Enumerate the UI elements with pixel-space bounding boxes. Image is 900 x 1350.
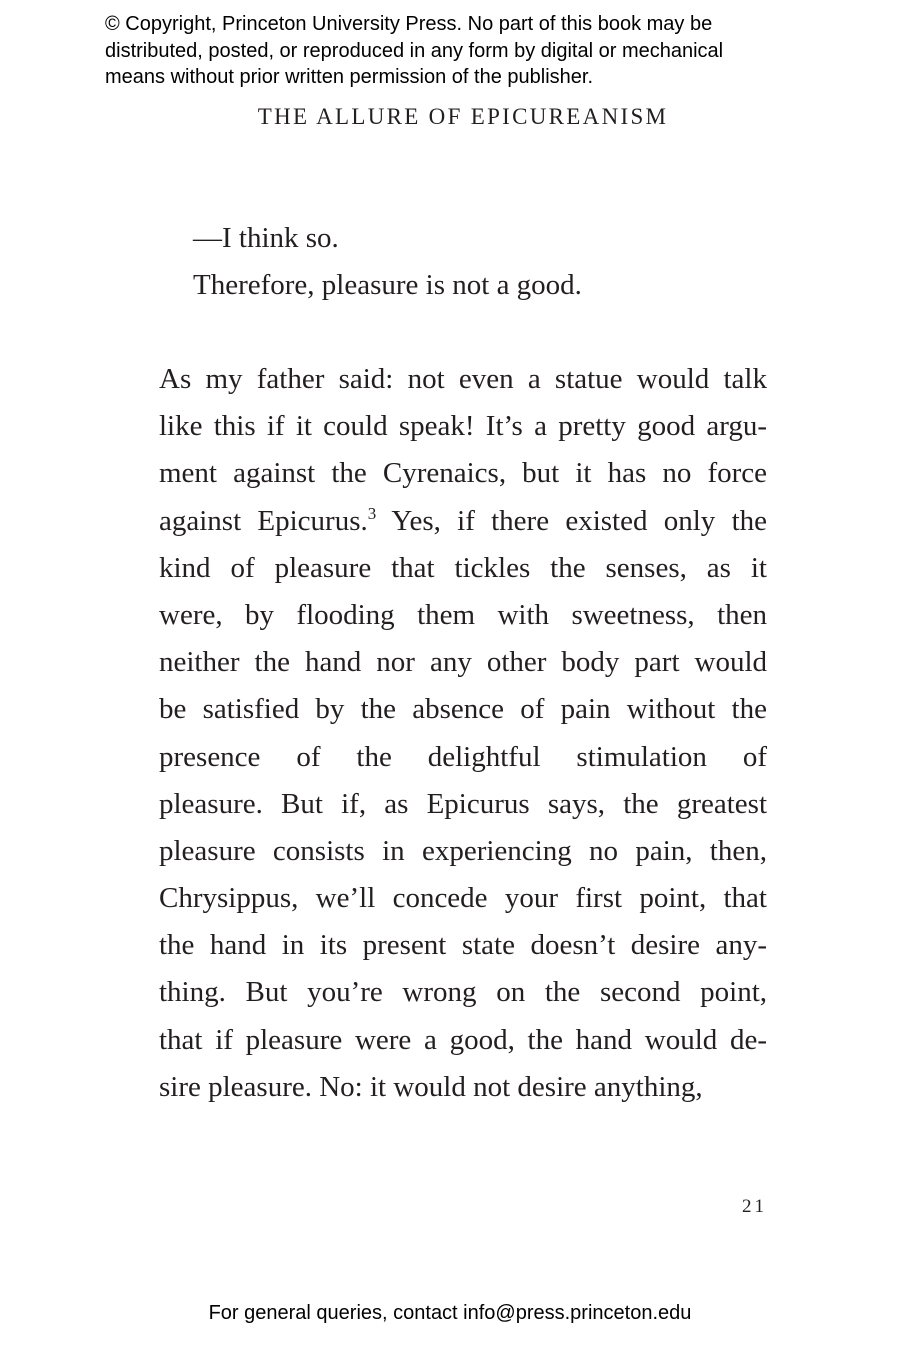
text-line: [159, 498, 767, 545]
text-segment: Yes, if there existed only the: [376, 504, 768, 537]
text-line: presence of the delightful stimulation of: [159, 740, 767, 773]
text-line: Chrysippus, we’ll concede your first point, that: [159, 882, 767, 915]
text-line: As my father said: not even a statue would talk: [159, 363, 767, 395]
text-line: neither the hand nor any other body part would: [159, 646, 767, 679]
copyright-line: © Copyright, Princeton University Press. No part of this book may be: [105, 13, 713, 35]
text-line: ment against the Cyrenaics, but it has no force: [159, 457, 767, 490]
dialogue-block: [193, 215, 582, 309]
text-line: pleasure. But if, as Epicurus says, the greatest: [159, 787, 767, 820]
text-line: sire pleasure. No: it would not desire anything,: [159, 1070, 703, 1103]
text-line: were, by flooding them with sweetness, then: [159, 598, 767, 631]
page-number: 21: [742, 1196, 767, 1217]
text-line: pleasure consists in experiencing no pain, then,: [159, 834, 767, 867]
dialogue-line: —I think so.: [193, 222, 339, 254]
text-line: thing. But you’re wrong on the second point,: [159, 976, 767, 1009]
text-line: kind of pleasure that tickles the senses, as it: [159, 551, 767, 584]
text-line: like this if it could speak! It’s a pretty good argu-: [159, 410, 767, 443]
dialogue-line: Therefore, pleasure is not a good.: [193, 269, 582, 301]
footer-contact: For general queries, contact info@press.princeton.edu: [208, 1302, 692, 1324]
copyright-notice: [105, 11, 825, 91]
copyright-line: distributed, posted, or reproduced in any form by digital or mechanical: [105, 39, 724, 62]
copyright-line: means without prior written permission of the publisher.: [105, 66, 594, 88]
text-line: that if pleasure were a good, the hand would de-: [159, 1023, 767, 1056]
text-line: the hand in its present state doesn’t desire any-: [159, 929, 767, 962]
running-head: THE ALLURE OF EPICUREANISM: [257, 104, 669, 129]
body-paragraph: [159, 356, 767, 1111]
footnote-reference[interactable]: 3: [367, 503, 377, 523]
text-line: be satisfied by the absence of pain without the: [159, 693, 767, 726]
text-segment: against Epicurus.: [159, 504, 368, 537]
